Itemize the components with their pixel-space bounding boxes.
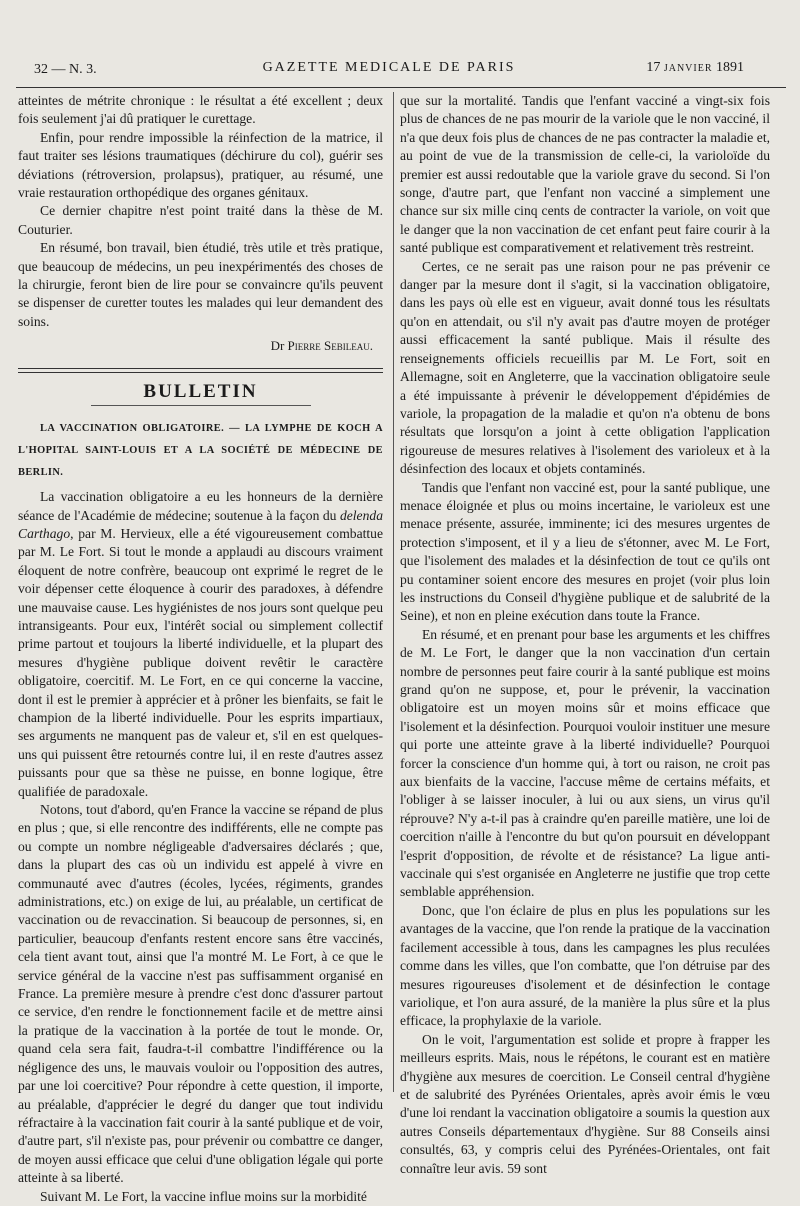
journal-title: GAZETTE MEDICALE DE PARIS	[262, 60, 516, 75]
paragraph: atteintes de métrite chronique : le résultat a été excellent ; deux fois seulement j'ai dû pratiquer le curettage.	[18, 93, 383, 127]
signature: Dr Pierre Sebileau.	[270, 338, 373, 354]
page-header	[34, 58, 744, 82]
issue-date: 17 JANVIER 1891	[646, 60, 744, 75]
right-column	[400, 92, 770, 1178]
section-title: BULLETIN	[143, 380, 258, 402]
article-subheading: LA VACCINATION OBLIGATOIRE. — LA LYMPHE DE KOCH A L'HOPITAL SAINT-LOUIS ET A LA SOCIÉTÉ DE MÉDECINE DE BERLIN.	[18, 423, 383, 479]
paragraph: En résumé, bon travail, bien étudié, très utile et très pratique, que beaucoup de médecins, un peu inexpérimentés des choses de la chirurgie, feront bien de lire pour se convaincre qu'ils peuvent se dispenser de curetter toutes les malades qui leur demandent des soins.	[18, 240, 383, 329]
paragraph: Tandis que l'enfant non vacciné est, pour la santé publique, une menace éloignée et plus ou moins incertaine, le varioleux est une menace présente, assurée, imminente; ici des mesures urgentes de protection s'imposent, et il y a lieu de s'étonner, avec M. Le Fort, que l'isolement des malades et la désinfection de tout ce qu'ils ont pu contaminer soient encore des mesures en projet (voir plus loin les instructions du Conseil d'hygiène publique et de salubrité de la Seine), et non en pleine exécution dans toute la France.	[400, 479, 770, 624]
paragraph: La vaccination obligatoire a eu les honneurs de la dernière séance de l'Académie de médecine; soutenue à la façon du delenda Carthago, par M. Hervieux, elle a été vigoureusement combattue par M. Le Fort. Si tout le monde a applaudi au discours vraiment éloquent de notre confrère, beaucoup ont exprimé le regret de le voir dépenser cette éloquence à courir des paradoxes, à défendre une mauvaise cause. Les hygiénistes de nos jours sont quelque peu intransigeants. Pour eux, l'intérêt social ou simplement collectif prime partout et toujours la liberté individuelle, et la plupart des mesures d'hygiène publique doivent revêtir le caractère obligatoire, coercitif. M. Le Fort, en ce qui concerne la vaccine, dont il est le premier à apprécier et à prôner les bienfaits, se fait le champion de la liberté individuelle. Pour les esprits impartiaux, ses arguments ne manquent pas de valeur et, s'il en est quelques-uns qui puissent être retournés contre lui, il en reste d'autres assez puissants pour que sa thèse ne puisse, en bonne logique, être qualifiée de paradoxale.	[18, 489, 383, 799]
section-double-rule	[18, 368, 383, 373]
paragraph: Notons, tout d'abord, qu'en France la vaccine se répand de plus en plus ; que, si elle rencontre des indifférents, elle ne compte pas ou compte un nombre négligeable d'adversaires déclarés ; que, dans la plupart des cas où un individu est appelé à vivre en communauté avec d'autres (écoles, lycées, régiments, grandes administrations, etc.) on exige de lui, au préalable, un certificat de vaccination ou de revaccination. Si beaucoup de personnes, si, en particulier, beaucoup d'enfants restent encore sans être vaccinés, cela tient avant tout, ainsi que l'a montré M. Le Fort, à ce que le service général de la vaccine n'est pas suffisamment organisé en France. La première mesure à prendre c'est donc d'assurer partout ce service, d'en rendre le fonctionnement facile et de mettre ainsi la pratique de la vaccination à la portée de tout le monde. Or, quand cela sera fait, faudra-t-il combattre l'indifférence ou la négligence des uns, le mauvais vouloir ou l'opposition des autres, par une loi coercitive? Pour répondre à cette question, il importe, au préalable, d'apprécier le degré du danger que tout individu réfractaire à la vaccination fait courir à la santé publique et de voir, d'autre part, s'il n'existe pas, pour prévenir ou combattre ce danger, de moyen aussi efficace que celui d'une obligation légale qui porte atteinte à sa liberté.	[18, 802, 383, 1186]
header-rule	[16, 87, 786, 88]
paragraph: Enfin, pour rendre impossible la réinfection de la matrice, il faut traiter ses lésions traumatiques (déchirure du col), guérir ses déviations (rétroversion, prolapsus), pratiquer, au résumé, une vraie restauration orthopédique des organes génitaux.	[18, 129, 383, 201]
paragraph: Donc, que l'on éclaire de plus en plus les populations sur les avantages de la vaccine, que l'on rende la pratique de la vaccination facilement accessible à tous, dans les campagnes les plus reculées comme dans les villes, que l'on combatte, que l'on détruise par des mesures rigoureuses d'isolement et de désinfection le contage variolique, et l'on aura assuré, de la manière la plus sûre et la plus efficace, la prophylaxie de la variole.	[400, 902, 770, 1029]
paragraph: On le voit, l'argumentation est solide et propre à frapper les meilleurs esprits. Mais, nous le répétons, le courant est en matière d'hygiène aux mesures de coercition. Le Conseil central d'hygiène et de salubrité des Pyrénées Orientales, après avoir émis le vœu d'une loi rendant la vaccination obligatoire a soumis la question aux autres Conseils départementaux d'hygiène. Sur 88 Conseils ainsi consultés, 63, y compris celui des Pyrénées-Orientales, ont fait connaître leur avis. 59 sont	[400, 1031, 770, 1176]
paragraph: que sur la mortalité. Tandis que l'enfant vacciné a vingt-six fois plus de chances de ne pas mourir de la variole que le non vacciné, il n'a que deux fois plus de chances de ne pas contracter la maladie et, au point de vue de la transmission de celle-ci, la varioloïde du premier est aussi redoutable que la variole grave du second. Si l'on songe, d'autre part, que l'enfant non vacciné a simplement une chance sur six mille cinq cents de contracter la variole, on voit que le danger que la non vaccination de cet enfant peut faire courir à la santé publique est comparativement et relativement très restreint.	[400, 93, 770, 256]
paragraph: Certes, ce ne serait pas une raison pour ne pas prévenir ce danger par la mesure dont il s'agit, si la vaccination obligatoire, dans les pays où elle est en vigueur, avait donné tous les résultats qu'on en attendait, ou s'il n'y avait pas d'autre moyen de protéger aussi efficacement la santé publique. Mais il résulte des renseignements officiels recueillis par M. Le Fort, soit en Allemagne, soit en Angleterre, que la vaccination obligatoire seule a été impuissante à prévenir le développement d'épidémies de variole, la propagation de la maladie et qu'on n'a obtenu de bons résultats que lorsqu'on a joint à cette obligation l'application rigoureuse de mesures relatives à l'isolement des varioleux et à la désinfection des locaux et objets contaminés.	[400, 258, 770, 477]
title-underline	[91, 405, 311, 406]
left-column	[18, 92, 383, 1206]
paragraph: Ce dernier chapitre n'est point traité dans la thèse de M. Couturier.	[18, 203, 383, 237]
page-number: 32 — N. 3.	[34, 62, 97, 77]
column-divider	[393, 92, 394, 1092]
paragraph: Suivant M. Le Fort, la vaccine influe moins sur la morbidité	[40, 1188, 367, 1204]
paragraph: En résumé, et en prenant pour base les arguments et les chiffres de M. Le Fort, le danger que la non vaccination d'un certain nombre de personnes peut faire courir à la santé publique est moins grand qu'on ne suppose, et, pour le prévenir, la vaccination obligatoire est un moyen moins sûr et moins efficace que l'isolement et la désinfection. Pourquoi vouloir instituer une mesure qui porte une atteinte grave à la liberté individuelle? Pourquoi forcer la conscience d'un homme qui, à tort ou raison, ne croit pas aux bienfaits de la vaccine, l'accuse même de certains méfaits, et l'obliger à se laisser inoculer, à lui ou aux siens, un virus qu'il réprouve? N'y a-t-il pas à craindre qu'en pareille matière, une loi de coercition n'aille à l'encontre du but qu'on poursuit en développant l'esprit d'opposition, de révolte et de résistance? La ligue anti-vaccinale qui s'est organisée en Angleterre ne justifie que trop cette semblable appréhension.	[400, 626, 770, 900]
